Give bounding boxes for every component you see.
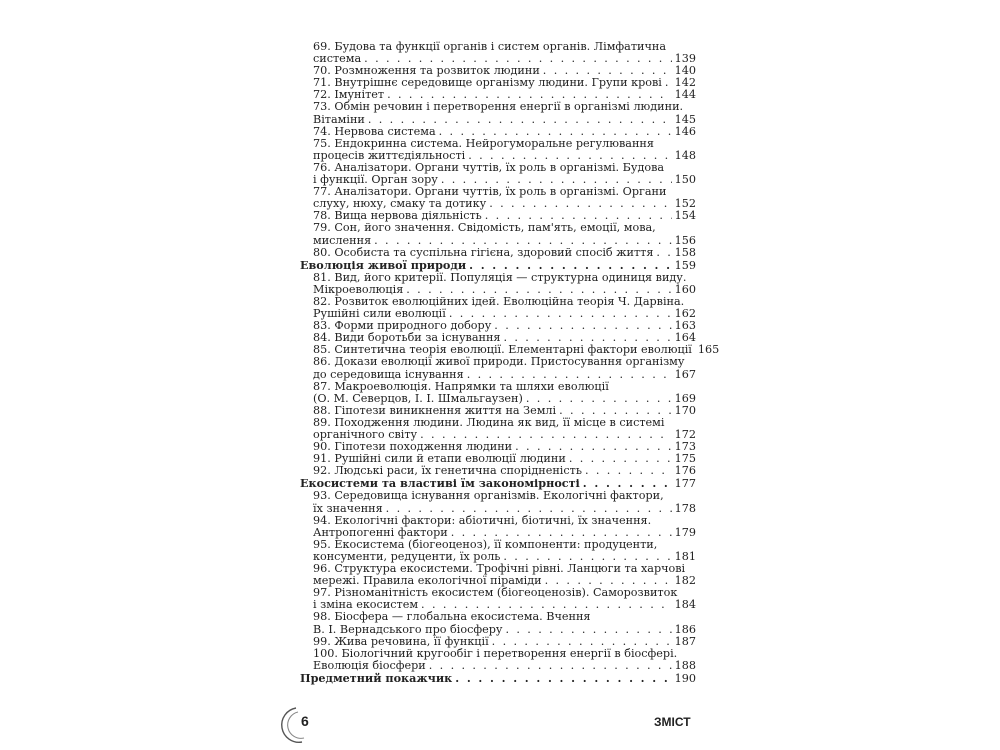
toc-entry xyxy=(300,89,696,101)
toc-dot-leader xyxy=(656,247,671,259)
toc-dot-leader xyxy=(439,126,672,138)
toc-dot-leader xyxy=(451,527,672,539)
toc-entry-title-line: 76. Аналізатори. Органи чуттів, їх роль в організмі. Будова xyxy=(313,161,665,174)
toc-entry-title-line: Екосистеми та властиві їм закономірності xyxy=(300,476,580,491)
running-head: ЗМІСТ xyxy=(654,715,691,729)
toc-entry-title-line: 95. Екосистема (біогеоценоз), її компоненти: продуценти, xyxy=(313,538,658,551)
toc-entry xyxy=(300,41,696,65)
toc-entry-title-line: 84. Види боротьби за існування xyxy=(313,331,501,345)
toc-dot-leader xyxy=(485,210,672,222)
toc-dot-leader xyxy=(386,503,672,515)
toc-entry xyxy=(300,636,696,648)
toc-entry-title-line: 85. Синтетична теорія еволюції. Елементарні фактори еволюції xyxy=(313,343,692,357)
toc-dot-leader xyxy=(489,198,671,210)
toc-dot-leader xyxy=(406,284,671,296)
toc-entry xyxy=(300,563,696,587)
toc-entry-title-line: консументи, редуценти, їх роль xyxy=(313,549,501,563)
toc-page-number: 150 xyxy=(674,173,696,187)
table-of-contents xyxy=(300,41,720,685)
toc-page-number: 165 xyxy=(697,343,720,357)
toc-dot-leader xyxy=(559,405,672,417)
toc-dot-leader xyxy=(505,624,671,636)
toc-entry-title-line: 70. Розмноження та розвиток людини xyxy=(313,64,540,78)
toc-entry-title-line: 97. Різноманітність екосистем (біогеоценозів). Саморозвиток xyxy=(313,587,678,600)
toc-entry-title-line: 93. Середовища існування організмів. Екологічні фактори, xyxy=(313,490,664,503)
toc-entry-title-line: 86. Докази еволюції живої природи. Пристосування організму xyxy=(313,356,685,369)
toc-section-heading xyxy=(300,672,696,685)
toc-entry-title-line: 90. Гіпотези походження людини xyxy=(313,440,513,454)
toc-page-number: 144 xyxy=(674,88,696,102)
toc-page-number: 164 xyxy=(674,331,696,345)
toc-dot-leader xyxy=(585,465,672,477)
toc-entry-title-line: 71. Внутрішнє середовище організму людини. Групи крові xyxy=(313,76,662,90)
toc-entry-title-line: 81. Вид, його критерії. Популяція — структурна одиниця виду. xyxy=(313,271,687,284)
toc-entry xyxy=(300,186,696,210)
toc-page-number: 163 xyxy=(674,319,696,333)
toc-entry-title-line: до середовища існування xyxy=(313,367,464,381)
toc-entry-title-line: Вітаміни xyxy=(313,112,365,126)
toc-entry-title-line: 79. Сон, його значення. Свідомість, пам'ять, емоції, мова, xyxy=(313,222,656,235)
toc-entry-title-line: (О. М. Северцов, І. І. Шмальгаузен) xyxy=(313,391,523,405)
toc-entry xyxy=(300,162,696,186)
toc-entry-title-line: мислення xyxy=(313,233,372,247)
toc-dot-leader xyxy=(374,235,672,247)
toc-page-number: 172 xyxy=(674,428,696,441)
toc-page-number: 160 xyxy=(674,282,696,296)
toc-entry-title-line: В. І. Вернадського про біосферу xyxy=(313,622,503,636)
toc-entry xyxy=(300,222,696,246)
toc-entry-title-line: 73. Обмін речовин і перетворення енергії в організмі людини. xyxy=(313,101,684,114)
toc-entry xyxy=(300,515,696,539)
toc-page-number: 146 xyxy=(674,124,696,138)
toc-dot-leader xyxy=(492,636,672,648)
toc-entry xyxy=(300,539,696,563)
toc-page-number: 169 xyxy=(674,391,696,405)
toc-page-number: 182 xyxy=(674,574,696,588)
toc-entry xyxy=(300,611,696,635)
toc-page-number: 176 xyxy=(674,464,696,478)
toc-page-number: 190 xyxy=(674,671,696,685)
toc-dot-leader xyxy=(421,599,672,611)
toc-entry xyxy=(300,405,696,417)
toc-page-number: 152 xyxy=(674,197,696,211)
toc-page-number: 154 xyxy=(674,209,696,223)
toc-entry xyxy=(300,381,696,405)
toc-dot-leader xyxy=(583,477,672,489)
toc-entry xyxy=(300,296,696,320)
toc-dot-leader xyxy=(455,672,671,684)
toc-entry-title-line: Мікроеволюція xyxy=(313,282,404,296)
toc-entry-title-line: 87. Макроеволюція. Напрямки та шляхи еволюції xyxy=(313,380,609,393)
toc-entry-title-line: 82. Розвиток еволюційних ідей. Еволюційна теорія Ч. Дарвіна. xyxy=(313,295,685,308)
toc-dot-leader xyxy=(469,259,672,271)
toc-entry xyxy=(300,648,696,672)
toc-page-number: 186 xyxy=(674,622,696,636)
toc-page-number: 188 xyxy=(674,658,696,672)
toc-page-number: 187 xyxy=(674,634,696,648)
toc-section-heading xyxy=(300,259,696,272)
toc-page-number: 148 xyxy=(674,148,696,162)
toc-dot-leader xyxy=(665,77,672,89)
toc-entry-title-line: система xyxy=(313,52,362,66)
toc-entry xyxy=(300,343,720,357)
toc-entry xyxy=(300,138,696,162)
toc-dot-leader xyxy=(503,551,671,563)
toc-entry-title-line: 99. Жива речовина, її функції xyxy=(313,634,489,648)
toc-entry xyxy=(300,490,696,514)
toc-page-number: 139 xyxy=(674,52,696,66)
toc-entry-title-line: Антропогенні фактори xyxy=(313,525,448,539)
toc-entry xyxy=(300,101,696,125)
toc-entry xyxy=(300,356,696,380)
toc-entry-title-line: 100. Біологічний кругообіг і перетворення енергії в біосфері. xyxy=(313,647,678,660)
toc-entry xyxy=(300,417,696,441)
toc-dot-leader xyxy=(526,393,672,405)
page-number: 6 xyxy=(301,713,309,729)
toc-entry-title-line: 78. Вища нервова діяльність xyxy=(313,209,482,223)
toc-page-number: 178 xyxy=(674,501,696,515)
toc-dot-leader xyxy=(468,150,671,162)
toc-entry-title-line: 96. Структура екосистеми. Трофічні рівні. Ланцюги та харчові xyxy=(313,563,686,576)
toc-dot-leader xyxy=(441,174,672,186)
toc-entry-title-line: 74. Нервова система xyxy=(313,124,436,138)
toc-page-number: 140 xyxy=(674,64,696,78)
toc-page-number: 162 xyxy=(674,307,696,321)
toc-entry-title-line: 83. Форми природного добору xyxy=(313,319,492,333)
toc-page-number: 158 xyxy=(674,245,696,259)
toc-page-number: 145 xyxy=(674,112,696,126)
toc-entry-title-line: 69. Будова та функції органів і систем органів. Лімфатична xyxy=(313,41,667,53)
toc-entry-title-line: Еволюція біосфери xyxy=(313,658,426,672)
toc-page-number: 142 xyxy=(674,76,696,90)
toc-page-number: 156 xyxy=(674,233,696,247)
toc-page-number: 177 xyxy=(674,477,696,491)
toc-page-number: 179 xyxy=(674,525,696,539)
toc-page-number: 184 xyxy=(674,598,696,612)
toc-page-number: 159 xyxy=(674,258,696,272)
toc-dot-leader xyxy=(387,89,672,101)
toc-entry-title-line: 89. Походження людини. Людина як вид, її місце в системі xyxy=(313,416,665,429)
toc-page-number: 170 xyxy=(674,403,696,417)
toc-entry-title-line: процесів життєдіяльності xyxy=(313,148,466,162)
toc-page-number: 173 xyxy=(674,440,696,454)
toc-entry-title-line: 98. Біосфера — глобальна екосистема. Вчення xyxy=(313,611,591,624)
toc-page-number: 175 xyxy=(674,452,696,466)
toc-dot-leader xyxy=(569,453,672,465)
toc-entry-title-line: 80. Особиста та суспільна гігієна, здоровий спосіб життя xyxy=(313,245,654,259)
toc-entry-title-line: 91. Рушійні сили й етапи еволюції людини xyxy=(313,452,566,466)
toc-entry-title-line: Еволюція живої природи xyxy=(300,257,467,272)
toc-entry-title-line: 92. Людські раси, їх генетична спорідненість xyxy=(313,464,582,478)
toc-entry xyxy=(300,126,696,138)
page-corner-arc-icon xyxy=(280,705,320,745)
toc-entry-title-line: 75. Ендокринна система. Нейрогуморальне регулювання xyxy=(313,137,654,150)
toc-entry-title-line: і функції. Орган зору xyxy=(313,173,438,187)
toc-entry-title-line: їх значення xyxy=(313,501,383,515)
toc-entry-title-line: 72. Імунітет xyxy=(313,88,385,102)
toc-dot-leader xyxy=(545,575,672,587)
toc-page-number: 167 xyxy=(674,367,696,381)
toc-dot-leader xyxy=(467,369,672,381)
toc-entry-title-line: Рушійні сили еволюції xyxy=(313,307,446,321)
toc-entry-title-line: мережі. Правила екологічної піраміди xyxy=(313,574,542,588)
toc-page-number: 181 xyxy=(674,549,696,563)
toc-dot-leader xyxy=(429,660,672,672)
toc-entry-title-line: Предметний покажчик xyxy=(300,670,453,685)
toc-entry xyxy=(300,210,696,222)
toc-entry-title-line: слуху, нюху, смаку та дотику xyxy=(313,197,487,211)
toc-entry-title-line: 94. Екологічні фактори: абіотичні, біотичні, їх значення. xyxy=(313,514,652,527)
toc-dot-leader xyxy=(494,320,671,332)
toc-entry-title-line: і зміна екосистем xyxy=(313,598,419,612)
toc-entry-title-line: 88. Гіпотези виникнення життя на Землі xyxy=(313,403,557,417)
toc-entry xyxy=(300,272,696,296)
toc-section-heading xyxy=(300,477,696,490)
toc-dot-leader xyxy=(368,114,672,126)
toc-entry xyxy=(300,587,696,611)
toc-entry-title-line: 77. Аналізатори. Органи чуттів, їх роль в організмі. Органи xyxy=(313,186,667,199)
toc-entry xyxy=(300,247,696,259)
toc-entry-title-line: органічного світу xyxy=(313,428,418,441)
